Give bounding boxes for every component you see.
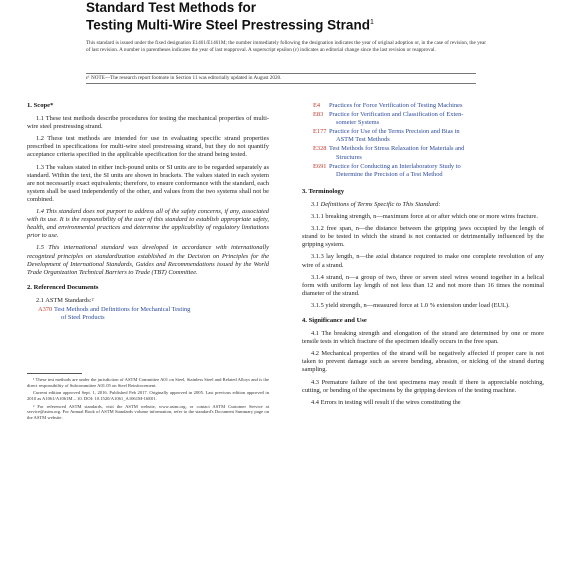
reference-code: E83 bbox=[313, 111, 324, 119]
paragraph-2-1: 2.1 ASTM Standards:² bbox=[36, 296, 94, 304]
reference-title-line: Structures bbox=[336, 153, 362, 161]
reference-title-line: Determine the Precision of a Test Method bbox=[336, 170, 443, 178]
reference-title-line: of Steel Products bbox=[61, 314, 105, 322]
paragraph-4-4: 4.4 Errors in testing will result if the wires constituting the bbox=[311, 398, 461, 406]
reference-title[interactable] bbox=[329, 128, 544, 144]
section-3-heading: 3. Terminology bbox=[302, 187, 345, 195]
reference-title[interactable] bbox=[329, 145, 544, 161]
reference-title-line: Test Methods and Definitions for Mechanical Testing bbox=[54, 305, 191, 313]
paragraph-1-2: 1.2 These test methods are intended for use in evaluating specific strand properties prescribed in specifications for multi-wire steel prestressing strand, but they do not quantify acceptance criteria specified in the applicable specification for the strand being tested. bbox=[27, 135, 269, 159]
reference-code: E177 bbox=[313, 128, 327, 136]
reference-e4[interactable] bbox=[313, 102, 544, 110]
document-title bbox=[86, 0, 506, 33]
reference-e83[interactable] bbox=[313, 111, 544, 127]
reference-title-line: Practice for Use of the Terms Precision and Bias in bbox=[329, 128, 460, 136]
paragraph-3-1: 3.1 Definitions of Terms Specific to This Standard: bbox=[311, 200, 441, 208]
reference-title[interactable] bbox=[329, 163, 544, 179]
paragraph-1-1: 1.1 These test methods describe procedures for testing the mechanical properties of multi-wire steel prestressing strand. bbox=[27, 115, 269, 131]
paragraph-4-3: 4.3 Premature failure of the test specimens may result if there is appreciable notching, cutting, or bending of the specimens by the gripping devices of the testing machine. bbox=[302, 378, 544, 394]
reference-title[interactable] bbox=[54, 306, 269, 322]
reference-title-line: Practice for Conducting an Interlaboratory Study to bbox=[329, 162, 461, 170]
reference-code: A370 bbox=[38, 305, 53, 313]
footnote-1: ¹ These test methods are under the jurisdiction of ASTM Committee A01 on Steel, Stainless Steel and Related Alloys and is the direct responsibility of Subcommittee A01.05 on Steel Reinforcement. bbox=[27, 377, 269, 388]
paragraph-1-3: 1.3 The values stated in either inch-pound units or SI units are to be regarded separately as standard. Within the text, the SI units are shown in brackets. The values stated in each system are not necessarily exact equivalents; therefore, to ensure conformance with the standard, each system shall be used independently of the other, and values from the two systems shall not be combined. bbox=[27, 163, 269, 203]
reference-e177[interactable] bbox=[313, 128, 544, 144]
section-2-heading: 2. Referenced Documents bbox=[27, 283, 99, 291]
reference-e691[interactable] bbox=[313, 163, 544, 179]
reference-title[interactable] bbox=[329, 111, 544, 127]
paragraph-3-1-1: 3.1.1 breaking strength, n—maximum force at or after which one or more wires fracture. bbox=[311, 213, 538, 221]
left-column bbox=[27, 102, 269, 422]
reference-code: E691 bbox=[313, 162, 327, 170]
section-4-heading: 4. Significance and Use bbox=[302, 316, 367, 324]
reference-title-line: Practice for Verification and Classification of Exten- bbox=[329, 111, 464, 119]
reference-title[interactable] bbox=[329, 102, 544, 110]
spacer bbox=[27, 323, 269, 367]
title-line-2-text: Testing Multi-Wire Steel Prestressing Strand bbox=[86, 17, 370, 33]
paragraph-4-2: 4.2 Mechanical properties of the strand will be negatively affected if proper care is not taken to prevent damage such as severe bending, abrasion, or nicking of the strand during sampling. bbox=[302, 350, 544, 374]
right-column bbox=[302, 102, 544, 411]
reference-code: E4 bbox=[313, 102, 321, 109]
footnote-divider bbox=[27, 373, 82, 374]
standard-designation-note: This standard is issued under the fixed designation E1461/E1461M; the number immediately following the designation indicates the year of original adoption or, in the case of revision, the year of last revision. A number in parentheses indicates the year of last reapproval. A superscript epsilon (ε) indicates an editorial change since the last revision or reapproval. bbox=[86, 40, 486, 53]
paragraph-1-5: 1.5 This international standard was developed in accordance with internationally recognized principles on standardization established in the Decision on Principles for the Development of International Standards, Guides and Recommendations issued by the World Trade Organization Technical Barriers to Trade (TBT) Committee. bbox=[27, 244, 269, 276]
paragraph-1-4: 1.4 This standard does not purport to address all of the safety concerns, if any, associated with its use. It is the responsibility of the user of this standard to establish appropriate safety, health, and environmental practices and determine the applicability of regulatory limitations prior to use. bbox=[27, 208, 269, 240]
title-line-1: Standard Test Methods for bbox=[86, 0, 257, 15]
reference-e328[interactable] bbox=[313, 145, 544, 161]
title-footnote-mark: 1 bbox=[369, 19, 374, 26]
paragraph-3-1-5: 3.1.5 yield strength, n—measured force at 1.0 % extension under load (EUL). bbox=[311, 301, 510, 309]
reference-code: E328 bbox=[313, 145, 327, 153]
paragraph-3-1-4: 3.1.4 strand, n—a group of two, three or seven steel wires wound together in a helical form with uniform lay length of not less than 12 and not more than 16 times the nominal diameter of the strand. bbox=[302, 273, 544, 297]
footnote-2: ² For referenced ASTM standards, visit the ASTM website, www.astm.org, or contact ASTM Customer Service at service@astm.org. For Annual Book of ASTM Standards volume information, refer to the standard's Document Summary page on the ASTM website. bbox=[27, 403, 269, 420]
footnote-1b: Current edition approved Sept. 1, 2016. Published Feb 2017. Originally approved in 2005. Last previous edition approved in 2010 as A1061/A1061M – 10. DOI: 10.1520/A1061_A1061M-16E01. bbox=[27, 390, 269, 401]
reference-title-line: someter Systems bbox=[336, 119, 380, 127]
editorial-change-note: ε¹ NOTE—The research report footnote in Section 11 was editorially updated in August 2020. bbox=[86, 73, 476, 84]
reference-a370[interactable] bbox=[38, 306, 269, 322]
paragraph-3-1-3: 3.1.3 lay length, n—the axial distance required to make one complete revolution of any wire of a strand. bbox=[302, 253, 544, 269]
section-1-heading: 1. Scope* bbox=[27, 102, 54, 109]
reference-title-line: Test Methods for Stress Relaxation for Materials and bbox=[329, 145, 465, 153]
reference-title-line: ASTM Test Methods bbox=[336, 136, 390, 144]
paragraph-3-1-2: 3.1.2 free span, n—the distance between the gripping jaws occupied by the length of strand to be tested in which the strand is not contacted or detrimentally influenced by the gripping system. bbox=[302, 225, 544, 249]
paragraph-4-1: 4.1 The breaking strength and elongation of the strand are determined by one or more tensile tests in which fracture of the specimen ideally occurs in the free span. bbox=[302, 330, 544, 346]
reference-title-line: Practices for Force Verification of Testing Machines bbox=[329, 102, 463, 109]
title-line-2 bbox=[86, 15, 506, 33]
